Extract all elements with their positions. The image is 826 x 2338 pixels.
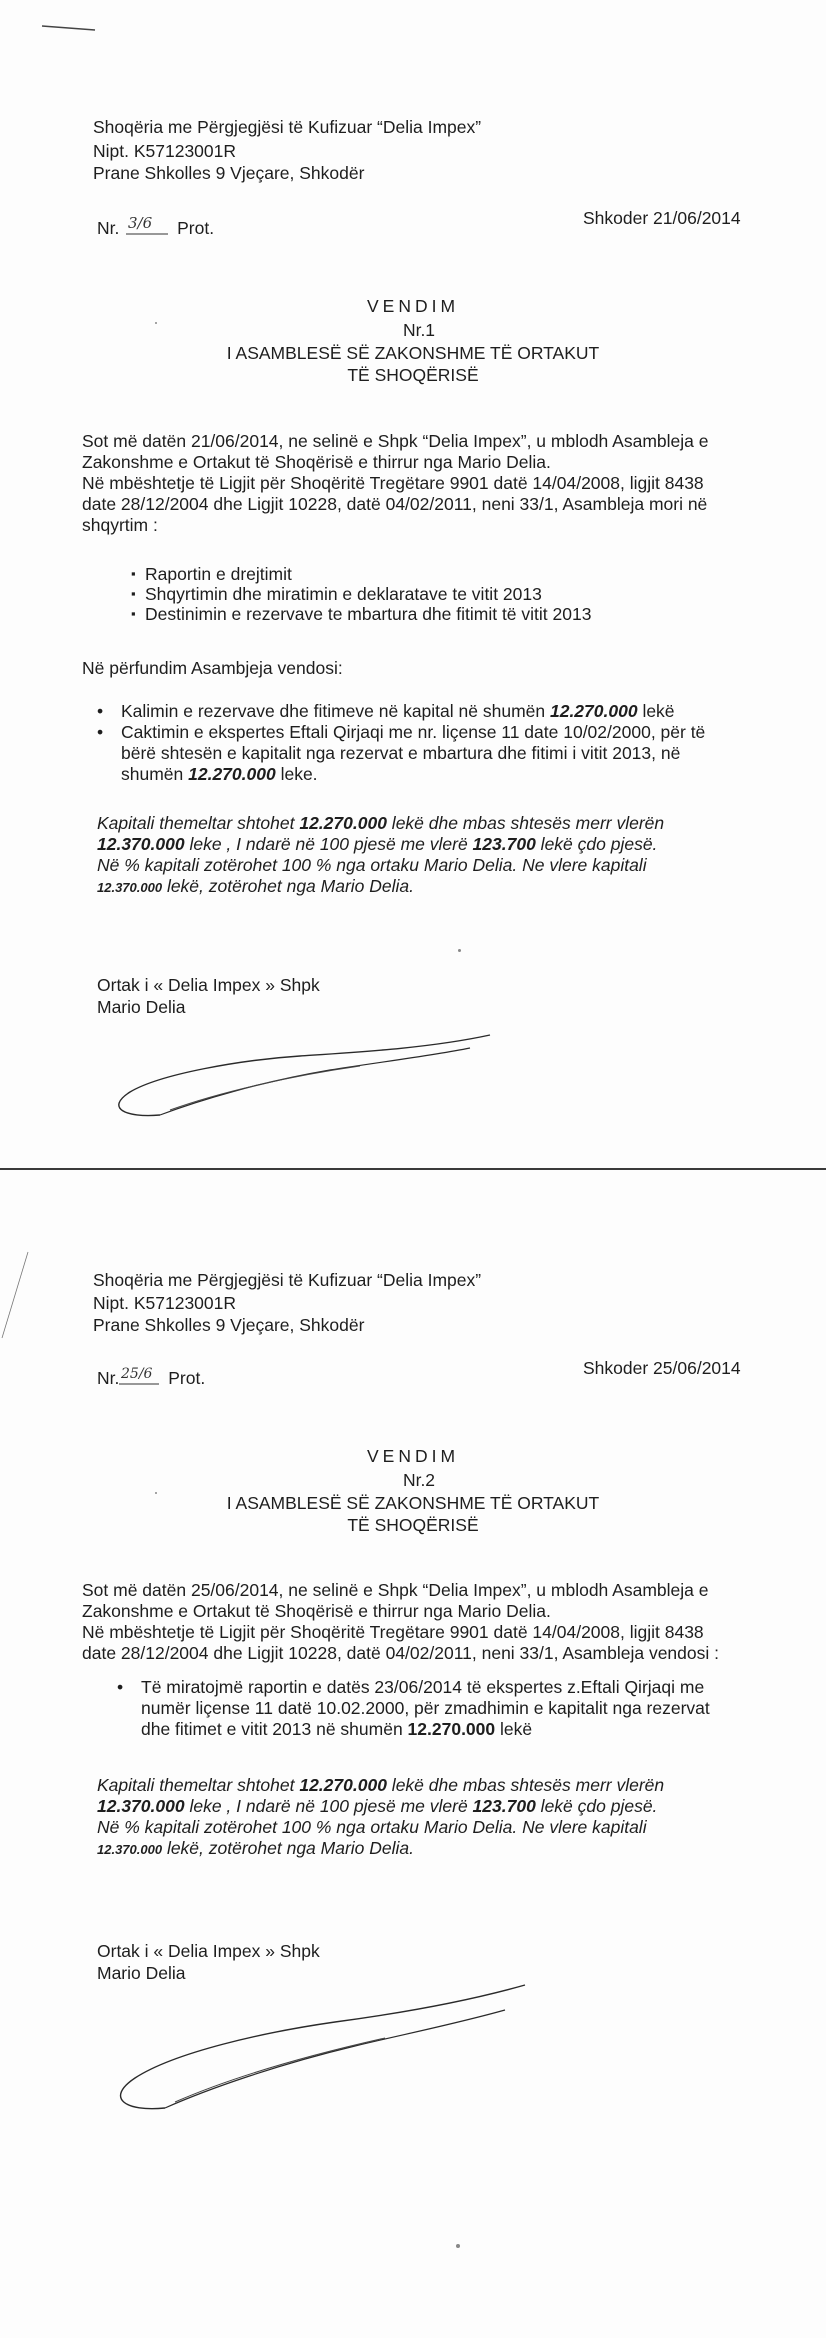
company-name: Shoqëria me Përgjegjësi të Kufizuar “Delia Impex” <box>93 117 482 137</box>
company-nipt: Nipt. K57123001R <box>93 1293 237 1313</box>
item-amount: 12.270.000 <box>188 764 276 784</box>
decision-number: Nr.1 <box>402 320 436 340</box>
share-value: 123.700 <box>472 1796 536 1816</box>
signer-name: Mario Delia <box>97 997 186 1017</box>
item-amount: 12.270.000 <box>407 1719 496 1739</box>
agenda-list <box>131 564 591 624</box>
capital-text: Kapitali themeltar shtohet <box>97 813 300 833</box>
item-text: dhe fitimet e vitit 2013 në shumën <box>141 1719 408 1739</box>
intro-line: date 28/12/2004 dhe Ligjit 10228, datë 04/02/2011, neni 33/1, Asambleja mori në <box>82 494 708 514</box>
handwritten-text: 25/6 <box>121 1366 153 1382</box>
protocol-handwritten-number <box>119 1358 163 1389</box>
scan-speck <box>458 949 461 952</box>
item-line: • Të miratojmë raportin e datës 23/06/2014 të ekspertes z.Eftali Qirjaqi me <box>141 1677 705 1697</box>
decision-subtitle-1: I ASAMBLESË SË ZAKONSHME TË ORTAKUT <box>226 343 600 363</box>
intro-line: Në mbështetje të Ligjit për Shoqëritë Tregëtare 9901 datë 14/04/2008, ligjit 8438 <box>82 473 704 493</box>
intro-line: Zakonshme e Ortakut të Shoqërisë e thirrur nga Mario Delia. <box>82 1601 551 1621</box>
capital-text: leke , I ndarë në 100 pjesë me vlerë <box>184 1796 473 1816</box>
capital-paragraph <box>97 1775 757 1860</box>
protocol-number-label <box>97 1358 205 1389</box>
capital-amount: 12.270.000 <box>299 813 387 833</box>
capital-text: leke , I ndarë në 100 pjesë me vlerë <box>184 834 473 854</box>
place-date: Shkoder 25/06/2014 <box>583 1358 741 1378</box>
protocol-number-label <box>97 208 214 239</box>
intro-line: Në mbështetje të Ligjit për Shoqëritë Tregëtare 9901 datë 14/04/2008, ligjit 8438 <box>82 1622 704 1642</box>
capital-text: lekë, zotërohet nga Mario Delia. <box>162 876 415 896</box>
capital-text: lekë dhe mbas shtesës merr vlerën <box>386 813 665 833</box>
intro-line: Sot më datën 21/06/2014, ne selinë e Shpk “Delia Impex”, u mblodh Asambleja e <box>82 431 709 451</box>
capital-text: lekë, zotërohet nga Mario Delia. <box>162 1838 415 1858</box>
item-line: bërë shtesën e kapitalit nga rezervat e mbartura dhe fitimi i vitit 2013, në <box>121 743 681 763</box>
pen-mark <box>40 20 100 34</box>
intro-line: shqyrtim : <box>82 515 158 535</box>
item-suffix: lekë <box>495 1719 533 1739</box>
intro-line: Sot më datën 25/06/2014, ne selinë e Shpk “Delia Impex”, u mblodh Asambleja e <box>82 1580 709 1600</box>
signer-title: Ortak i « Delia Impex » Shpk <box>97 1941 320 1961</box>
capital-text: lekë çdo pjesë. <box>535 834 658 854</box>
intro-line: Zakonshme e Ortakut të Shoqërisë e thirrur nga Mario Delia. <box>82 452 551 472</box>
intro-paragraph <box>82 1580 782 1664</box>
agenda-item: ▪ Raportin e drejtimit <box>131 564 591 584</box>
capital-paragraph <box>97 813 757 898</box>
decision-subtitle-2: TË SHOQËRISË <box>347 365 479 385</box>
item-line: numër liçense 11 datë 10.02.2000, për zmadhimin e kapitalit nga rezervat <box>141 1698 710 1718</box>
protocol-suffix: Prot. <box>168 1368 206 1388</box>
capital-amount: 12.370.000 <box>97 1842 163 1857</box>
protocol-handwritten-number <box>124 208 172 239</box>
item-suffix: lekë <box>637 701 675 721</box>
place-date: Shkoder 21/06/2014 <box>583 208 741 228</box>
share-value: 123.700 <box>472 834 536 854</box>
capital-text: Në % kapitali zotërohet 100 % nga ortaku Mario Delia. Ne vlere kapitali <box>97 855 647 875</box>
signer-title: Ortak i « Delia Impex » Shpk <box>97 975 320 995</box>
decision-title: VENDIM <box>366 1446 460 1466</box>
capital-amount: 12.370.000 <box>97 1796 185 1816</box>
capital-amount: 12.370.000 <box>97 880 163 895</box>
item-amount: 12.270.000 <box>549 701 638 721</box>
signer-name: Mario Delia <box>97 1963 186 1983</box>
agenda-item: ▪ Shqyrtimin dhe miratimin e deklaratave te vitit 2013 <box>131 584 591 604</box>
decision-page-2 <box>0 1170 826 2338</box>
protocol-suffix: Prot. <box>177 218 215 238</box>
capital-text: lekë dhe mbas shtesës merr vlerën <box>386 1775 665 1795</box>
capital-amount: 12.370.000 <box>97 834 185 854</box>
decision-subtitle-1: I ASAMBLESË SË ZAKONSHME TË ORTAKUT <box>226 1493 600 1513</box>
capital-text: Në % kapitali zotërohet 100 % nga ortaku Mario Delia. Ne vlere kapitali <box>97 1817 647 1837</box>
capital-amount: 12.270.000 <box>299 1775 387 1795</box>
intro-line: date 28/12/2004 dhe Ligjit 10228, datë 04/02/2011, neni 33/1, Asambleja vendosi : <box>82 1643 719 1663</box>
handwritten-text: 3/6 <box>128 214 153 232</box>
scan-speck <box>456 2244 460 2248</box>
signature <box>95 1980 535 2120</box>
protocol-prefix: Nr. <box>97 218 120 238</box>
company-nipt: Nipt. K57123001R <box>93 141 237 161</box>
decision-intro: Në përfundim Asambjeja vendosi: <box>82 658 343 678</box>
capital-text: lekë çdo pjesë. <box>535 1796 658 1816</box>
scan-line-mark <box>0 1250 30 1340</box>
company-address: Prane Shkolles 9 Vjeçare, Shkodër <box>93 163 365 183</box>
decision-item <box>117 1677 710 1740</box>
item-text: shumën <box>121 764 189 784</box>
decision-subtitle-2: TË SHOQËRISË <box>347 1515 479 1535</box>
company-name: Shoqëria me Përgjegjësi të Kufizuar “Delia Impex” <box>93 1270 482 1290</box>
agenda-item: ▪ Destinimin e rezervave te mbartura dhe fitimit të vitit 2013 <box>131 604 591 624</box>
decision-title: VENDIM <box>366 296 460 316</box>
decision-items <box>117 1677 710 1740</box>
signature <box>100 1030 500 1130</box>
capital-text: Kapitali themeltar shtohet <box>97 1775 300 1795</box>
item-suffix: leke. <box>275 764 318 784</box>
decision-item <box>97 722 705 785</box>
protocol-prefix: Nr. <box>97 1368 120 1388</box>
item-line: • Caktimin e ekspertes Eftali Qirjaqi me nr. liçense 11 date 10/02/2000, për të <box>121 722 706 742</box>
item-text: Kalimin e rezervave dhe fitimeve në kapital në shumën <box>121 701 550 721</box>
intro-paragraph <box>82 431 782 536</box>
decision-items <box>97 701 705 785</box>
decision-item <box>97 701 705 722</box>
decision-number: Nr.2 <box>402 1470 436 1490</box>
company-address: Prane Shkolles 9 Vjeçare, Shkodër <box>93 1315 365 1335</box>
